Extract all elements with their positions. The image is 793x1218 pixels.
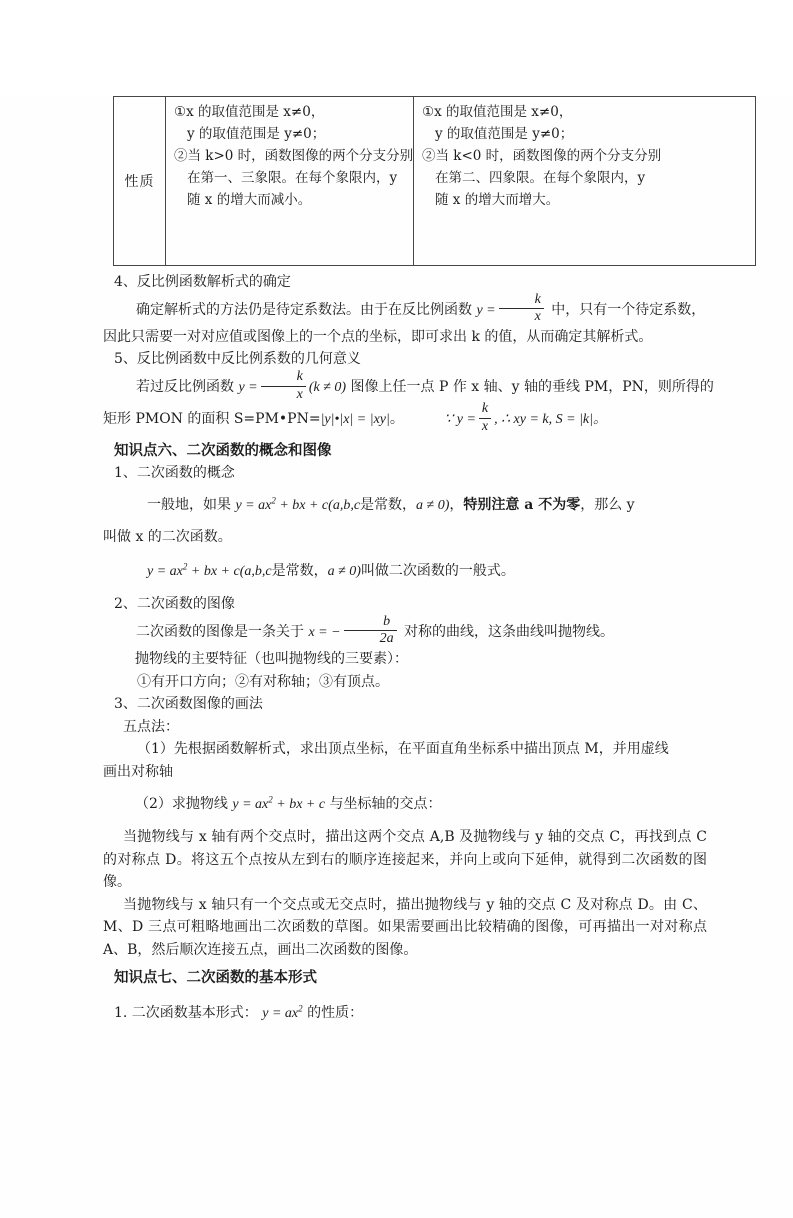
fraction-denominator: x xyxy=(479,418,491,435)
math-run: ∵ y = xyxy=(444,412,476,428)
math-run: y = ax xyxy=(235,497,272,513)
one-intersection-paragraph: 当抛物线与 x 轴只有一个交点或无交点时，描出抛物线与 y 轴的交点 C 及对称点 D。由 C、M、D 三点可粗略地画出二次函数的草图。如果需要画出比较精确的图像，可再描出一对对称点 A、B，然后顺次连接五点，画出二次函数的图像。 xyxy=(103,896,707,958)
section6-concept-line1 xyxy=(103,491,707,520)
section7-item1 xyxy=(103,1000,707,1027)
five-point-method-label: 五点法： xyxy=(123,718,179,735)
math-superscript: 2 xyxy=(182,561,188,572)
text-run: 叫做二次函数的一般式。 xyxy=(360,563,515,580)
cell-line: 在第二、四象限。在每个象限内，y xyxy=(435,170,646,186)
math-run: y = ax xyxy=(232,797,269,812)
fraction-numerator: k xyxy=(296,368,303,384)
parabola-symmetry-line xyxy=(103,613,707,648)
section6-item2: 2、二次函数的图像 xyxy=(114,596,235,613)
cell-line: ②当 k>0 时，函数图像的两个分支分别 xyxy=(174,148,414,164)
bold-note: 特别注意 a 不为零 xyxy=(463,496,581,513)
math-run: y = xyxy=(476,302,496,318)
text-run: ，那么 y xyxy=(580,496,635,513)
step1-line1: （1）先根据函数解析式，求出顶点坐标，在平面直角坐标系中描出顶点 M，并用虚线 xyxy=(137,741,669,757)
section6-heading: 知识点六、二次函数的概念和图像 xyxy=(114,441,332,459)
fraction-k-over-x xyxy=(499,293,544,325)
section6-item3: 3、二次函数图像的画法 xyxy=(114,696,263,712)
cell-line: y 的取值范围是 y≠0； xyxy=(435,126,574,142)
text-run: 确定解析式的方法仍是待定系数法。由于在反比例函数 xyxy=(136,301,472,318)
text-run: 是常数， xyxy=(360,496,417,513)
table-cell-k-positive xyxy=(166,97,414,266)
math-superscript: 2 xyxy=(271,494,276,505)
text-run: 是常数， xyxy=(271,563,328,580)
math-run: x = − xyxy=(308,624,341,640)
math-run: + bx + c(a,b,c xyxy=(187,564,272,580)
math-run: y = ax xyxy=(262,1005,299,1021)
text-run: 的性质： xyxy=(302,1004,364,1021)
step1-line2: 画出对称轴 xyxy=(103,763,173,780)
math-superscript: 2 xyxy=(268,794,273,805)
properties-table xyxy=(113,96,756,266)
cell-line: y 的取值范围是 y≠0； xyxy=(187,126,326,142)
math-run: y = xyxy=(238,380,258,396)
text-run: 一般地，如果 xyxy=(147,496,231,513)
fraction-b-over-2a xyxy=(344,615,397,647)
cell-line: ②当 k<0 时，函数图像的两个分支分别 xyxy=(422,148,662,164)
math-run: y = ax xyxy=(147,564,183,580)
general-form-line xyxy=(103,558,707,585)
text-run: 1. 二次函数基本形式： xyxy=(114,1004,258,1021)
step2-line xyxy=(103,791,707,818)
table-cell-k-negative xyxy=(414,97,756,266)
fraction-k-over-x xyxy=(261,370,306,402)
section4-title: 4、反比例函数解析式的确定 xyxy=(114,274,291,290)
math-run: a ≠ 0) xyxy=(327,564,361,580)
math-run: a ≠ 0) xyxy=(416,497,450,513)
text-run: 。 xyxy=(389,411,404,428)
section7-heading: 知识点七、二次函数的基本形式 xyxy=(114,969,317,986)
text-run: 对称的曲线，这条曲线叫抛物线。 xyxy=(404,623,615,640)
text-run: 与坐标轴的交点： xyxy=(329,796,442,812)
fraction-denominator: x xyxy=(261,386,306,403)
because-therefore-formula xyxy=(444,401,607,434)
cell-line: 随 x 的增大而增大。 xyxy=(435,192,560,208)
section6-concept-line2: 叫做 x 的二次函数。 xyxy=(103,528,232,545)
document-body xyxy=(103,271,714,1027)
table-row xyxy=(114,97,756,266)
text-run: ， xyxy=(449,496,464,513)
section5-line1 xyxy=(103,368,714,403)
parabola-elements-line: ①有开口方向；②有对称轴；③有顶点。 xyxy=(137,673,389,690)
cell-line: 随 x 的增大而减小。 xyxy=(187,192,312,208)
fraction-denominator: x xyxy=(499,308,544,325)
fraction-numerator: k xyxy=(534,291,541,307)
document-page xyxy=(0,96,793,1218)
text-run: 图像上任一点 P 作 x 轴、y 轴的垂线 PM，PN，则所得的 xyxy=(350,379,714,396)
text-run: 中，只有一个待定系数， xyxy=(551,301,706,318)
section5-title: 5、反比例函数中反比例系数的几何意义 xyxy=(114,351,361,368)
math-run: |y|•|x| = |xy| xyxy=(320,412,390,428)
math-superscript: 2 xyxy=(298,1002,303,1013)
math-run: + bx + c(a,b,c xyxy=(275,497,361,513)
text-run: 若过反比例函数 xyxy=(136,379,234,396)
section4-line1 xyxy=(103,291,707,326)
text-run: 二次函数的图像是一条关于 xyxy=(136,623,304,640)
math-run: (k ≠ 0) xyxy=(308,380,347,396)
math-run: + bx + c xyxy=(272,797,326,812)
cell-line: 在第一、三象限。在每个象限内，y xyxy=(187,170,398,186)
cell-line: ①x 的取值范围是 x≠0， xyxy=(422,104,573,120)
text-run: （2）求抛物线 xyxy=(135,796,228,812)
fraction-numerator: k xyxy=(481,401,489,417)
fraction-k-over-x xyxy=(479,402,491,434)
table-row-label: 性质 xyxy=(114,97,166,266)
fraction-denominator: 2a xyxy=(344,630,397,647)
math-run: , ∴ xy = k, S = |k|。 xyxy=(494,412,607,428)
section5-line2 xyxy=(103,403,707,435)
two-intersections-paragraph: 当抛物线与 x 轴有两个交点时，描出这两个交点 A,B 及抛物线与 y 轴的交点 C，再找到点 C 的对称点 D。将这五个点按从左到右的顺序连接起来，并向上或向下延伸，就得到二次函数的图像。 xyxy=(103,829,707,890)
section6-item1: 1、二次函数的概念 xyxy=(114,465,235,482)
fraction-numerator: b xyxy=(383,613,391,629)
section4-line2: 因此只需要一对对应值或图像上的一个点的坐标，即可求出 k 的值，从而确定其解析式。 xyxy=(103,328,653,345)
cell-line: ①x 的取值范围是 x≠0， xyxy=(174,104,325,120)
parabola-features-line: 抛物线的主要特征（也叫抛物线的三要素）： xyxy=(135,651,408,667)
text-run: 矩形 PMON 的面积 S=PM•PN= xyxy=(103,411,321,428)
